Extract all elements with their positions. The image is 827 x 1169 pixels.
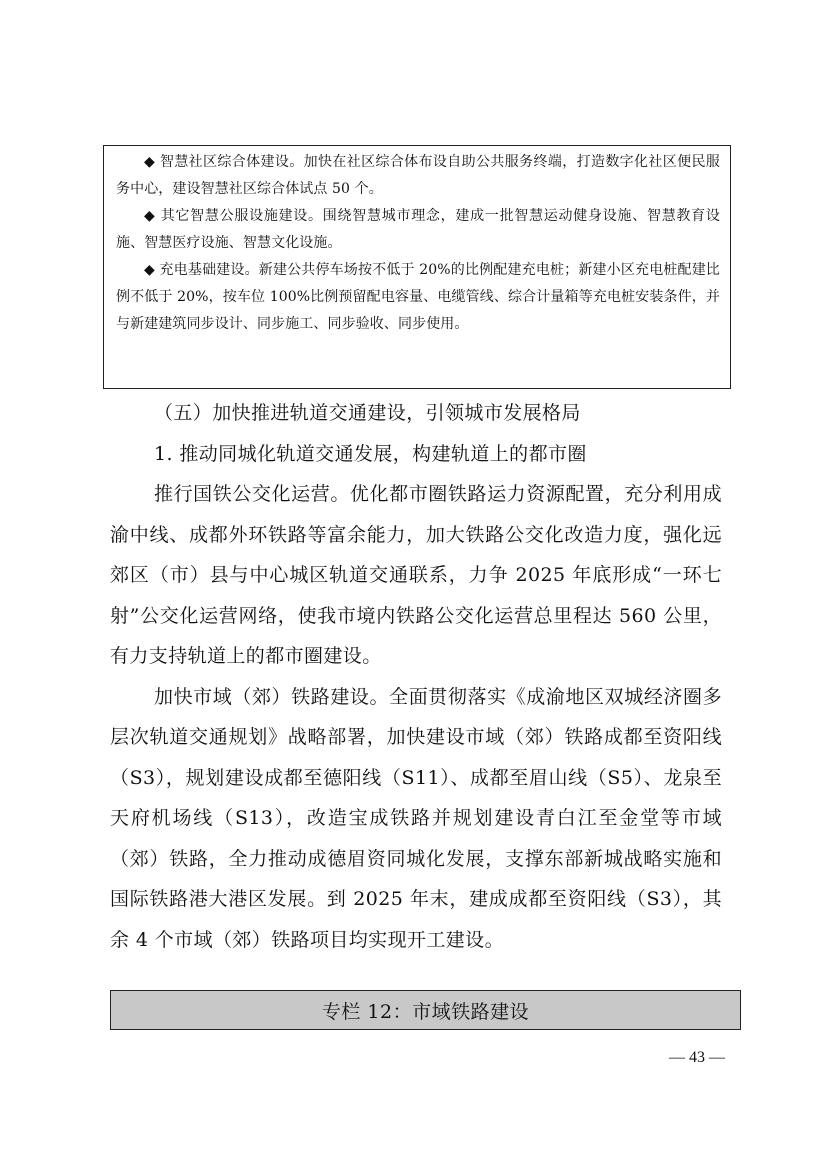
- page-number: — 43 —: [669, 1049, 725, 1066]
- main-text: [110, 393, 722, 960]
- section-heading: （五）加快推进轨道交通建设，引领城市发展格局: [154, 402, 581, 424]
- column-title-bar: [110, 990, 741, 1030]
- subsection-heading: 1. 推动同城化轨道交通发展，构建轨道上的都市圈: [154, 442, 587, 465]
- box-item-other-smart-facilities: ◆ 其它智慧公服设施建设。围绕智慧城市理念，建成一批智慧运动健身设施、智慧教育设施、智慧医疗设施、智慧文化设施。: [116, 208, 720, 251]
- paragraph-rail-transit-operation: 推行国铁公交化运营。优化都市圈铁路运力资源配置，充分利用成渝中线、成都外环铁路等富余能力，加大铁路公交化改造力度，强化远郊区（市）县与中心城区轨道交通联系，力争 2025 年底形成“一环七射”公交化运营网络，使我市境内铁路公交化运营总里程达 560 公里，有力支持轨道上的都市圈建设。: [110, 483, 722, 667]
- paragraph-suburban-railway: 加快市域（郊）铁路建设。全面贯彻落实《成渝地区双城经济圈多层次轨道交通规划》战略部署，加快建设市域（郊）铁路成都至资阳线（S3），规划建设成都至德阳线（S11）、成都至眉山线（S5）、龙泉至天府机场线（S13），改造宝成铁路并规划建设青白江至金堂等市域（郊）铁路，全力推动成德眉资同城化发展，支撑东部新城战略实施和国际铁路港大港区发展。到 2025 年末，建成成都至资阳线（S3），其余 4 个市域（郊）铁路项目均实现开工建设。: [110, 685, 722, 951]
- smart-facilities-box: [103, 145, 731, 389]
- box-item-smart-community: ◆ 智慧社区综合体建设。加快在社区综合体布设自助公共服务终端，打造数字化社区便民服务中心，建设智慧社区综合体试点 50 个。: [116, 154, 720, 197]
- column-title: 专栏 12：市域铁路建设: [321, 1000, 530, 1023]
- box-item-charging-infrastructure: ◆ 充电基础建设。新建公共停车场按不低于 20%的比例配建充电桩；新建小区充电桩配建比例不低于 20%，按车位 100%比例预留配电容量、电缆管线、综合计量箱等充电桩安装条件，并与新建建筑同步设计、同步施工、同步验收、同步使用。: [116, 262, 720, 332]
